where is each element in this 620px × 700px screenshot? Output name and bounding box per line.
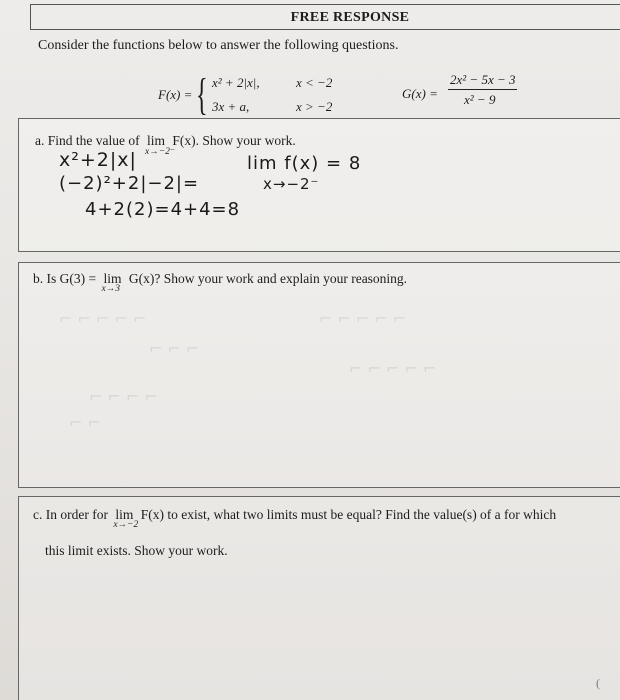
handwritten-line-1: x²+2|x| [59,149,137,171]
f-name: F(x) = [158,87,193,102]
part-c-prefix: c. In order for [33,507,108,522]
part-a-question [35,133,296,157]
part-c-question [33,507,557,530]
handwritten-line-2: (−2)²+2|−2|= [59,173,200,194]
bleed-through-marks-5: ⌐ ⌐ ⌐ ⌐ [89,387,158,406]
part-c-limit [113,507,139,530]
f-case-1 [212,75,333,91]
part-b-question [33,271,408,294]
bleed-through-marks-4: ⌐ ⌐ ⌐ ⌐ ⌐ [349,359,437,378]
f-case-2-cond: x > −2 [296,99,333,114]
bleed-through-marks-6: ⌐ ⌐ [69,413,101,432]
part-b-suffix: G(x)? Show your work and explain your reasoning. [128,271,408,286]
f-case-2-expr: 3x + a, [212,99,250,114]
f-case-1-cond: x < −2 [296,75,333,90]
part-a-box[interactable] [18,118,620,252]
part-c-suffix: F(x) to exist, what two limits must be equal? Find the value(s) of a for which [140,507,557,522]
f-case-1-expr: x² + 2|x|, [212,75,260,90]
piecewise-brace: { [196,70,208,119]
handwritten-line-3: 4+2(2)=4+4=8 [85,199,241,220]
part-a-lim-word: lim [146,133,165,148]
g-numerator: 2x² − 5x − 3 [448,72,517,90]
part-c-lim-word: lim [115,507,134,522]
part-a-prefix: a. Find the value of [35,133,140,148]
part-a-limit [144,133,175,157]
handwritten-limit-sub: x→−2⁻ [263,175,320,193]
page-curl-mark: ( [596,676,600,690]
bleed-through-marks: ⌐ ⌐ ⌐ ⌐ ⌐ [59,309,147,328]
f-case-2 [212,99,333,115]
part-c-box[interactable] [18,496,620,700]
part-a-suffix: F(x). Show your work. [172,133,296,148]
part-a-lim-sub: x→−2⁻ [144,147,175,157]
part-b-lim-sub: x→3 [101,284,120,294]
g-name: G(x) = [402,86,438,101]
g-denominator: x² − 9 [464,92,496,107]
part-b-box[interactable] [18,262,620,488]
bleed-through-marks-3: ⌐ ⌐ ⌐ [149,339,200,358]
bleed-through-marks-2: ⌐ ⌐ ⌐ ⌐ ⌐ [319,309,407,328]
part-b-lim-word: lim [103,271,122,286]
part-b-prefix: b. Is G(3) = [33,271,97,286]
part-c-lim-sub: x→−2 [113,520,139,530]
intro-text: Consider the functions below to answer the following questions. [38,38,399,53]
part-b-limit [101,271,122,294]
page-title: FREE RESPONSE [290,10,410,25]
handwritten-limit-result: lim f(x) = 8 [247,153,362,174]
part-c-question-line-2: this limit exists. Show your work. [45,543,228,558]
